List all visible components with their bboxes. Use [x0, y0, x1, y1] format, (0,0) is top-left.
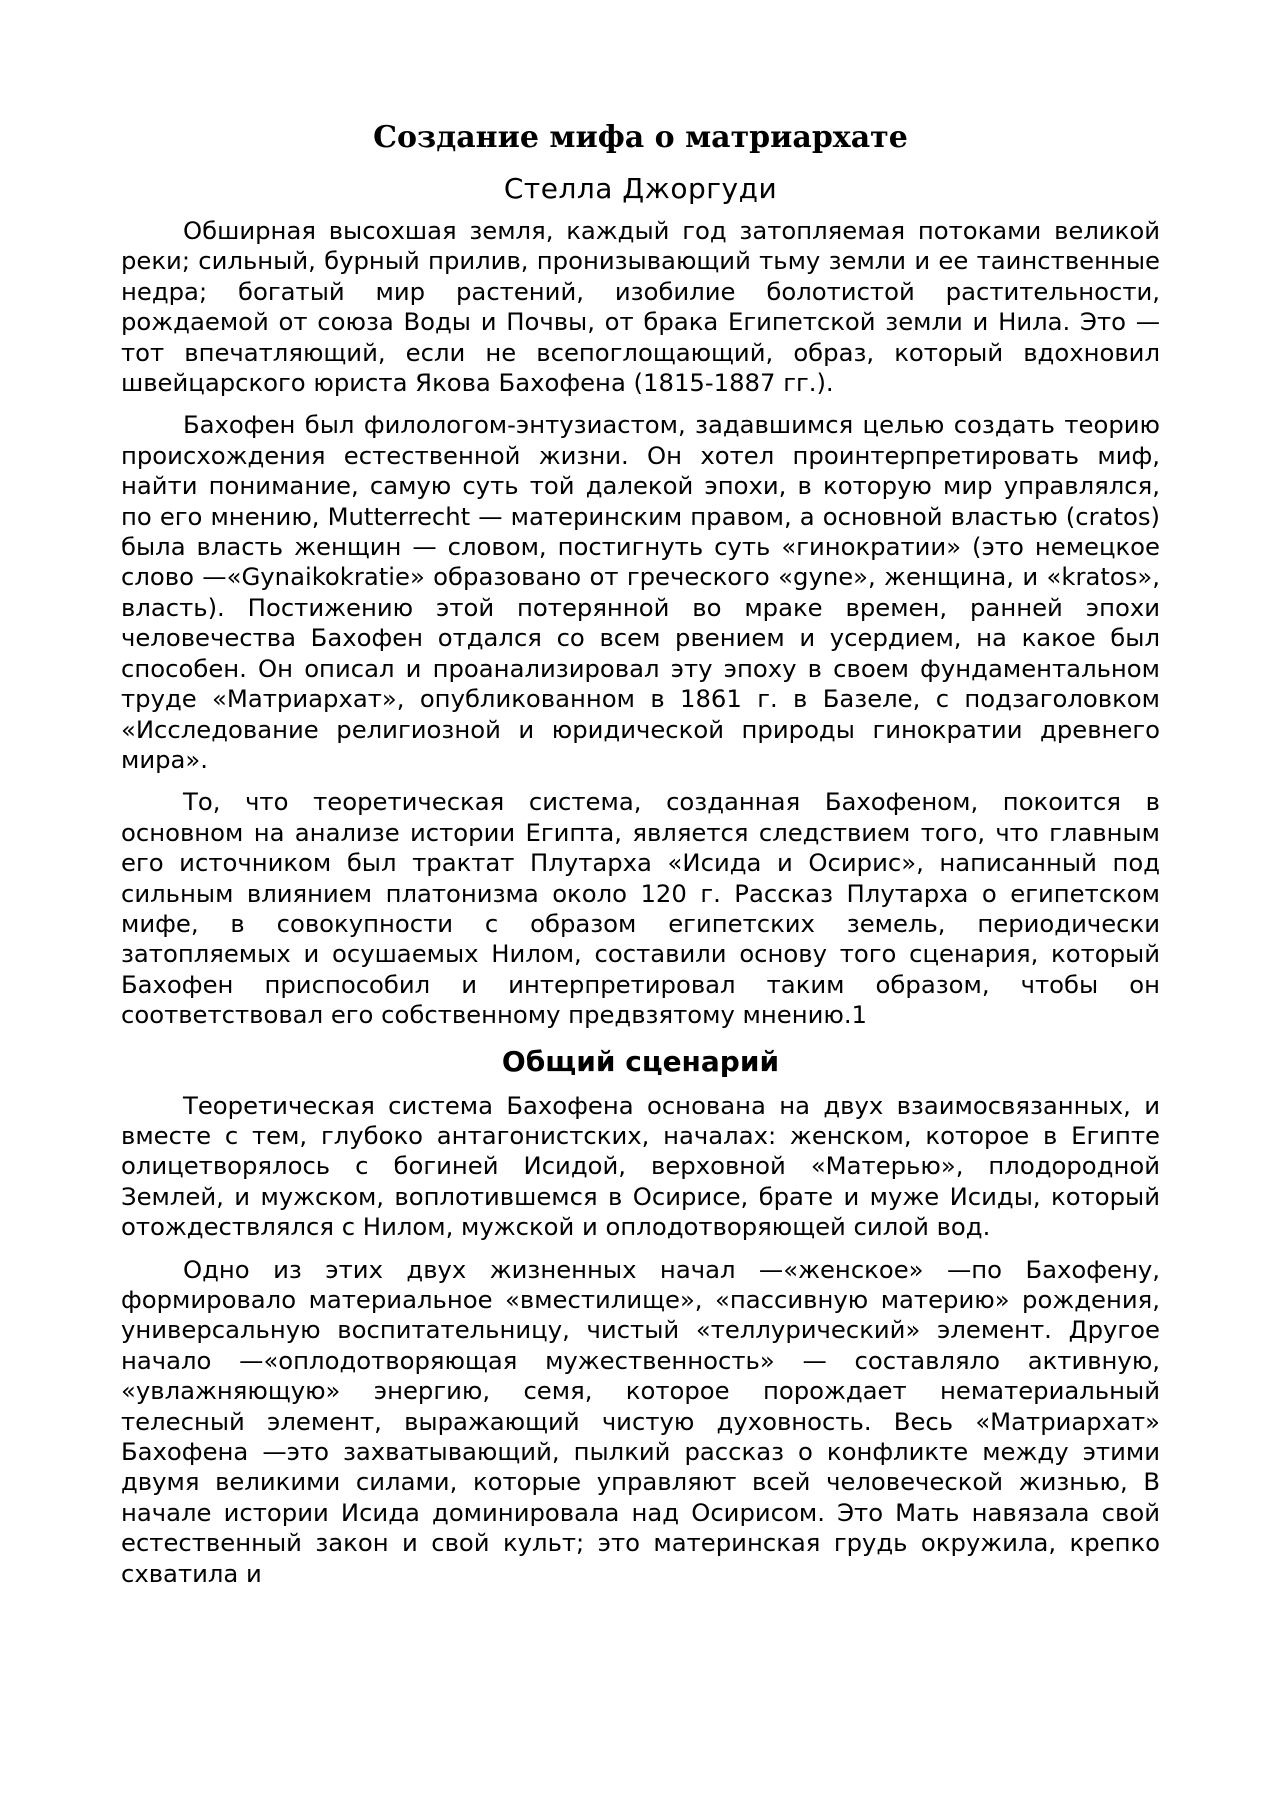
- document-title: Создание мифа о матриархате: [373, 120, 908, 155]
- general-scenario-section: [121, 1091, 1160, 1590]
- paragraph: Бахофен был филологом-энтузиастом, задавшимся целью создать теорию происхождения естественной жизни. Он хотел проинтерпретировать миф, найти понимание, самую суть той далекой эпохи, в которую мир управлялся, по его мнению, Mutterrecht — материнским правом, а основной властью (cratos) была власть женщин — словом, постигнуть суть «гинократии» (это немецкое слово —«Gynaikokratie» образовано от греческого «gyne», женщина, и «kratos», власть). Постижению этой потерянной во мраке времен, ранней эпохи человечества Бахофен отдался со всем рвением и усердием, на какое был способен. Он описал и проанализировал эту эпоху в своем фундаментальном труде «Матриархат», опубликованном в 1861 г. в Базеле, с подзаголовком «Исследование религиозной и юридической природы гинократии древнего мира».: [121, 410, 1160, 774]
- paragraph: То, что теоретическая система, созданная Бахофеном, покоится в основном на анализе истории Египта, является следствием того, что главным его источником был трактат Плутарха «Исида и Осирис», написанный под сильным влиянием платонизма около 120 г. Рассказ Плутарха о египетском мифе, в совокупности с образом египетских земель, периодически затопляемых и осушаемых Нилом, составили основу того сценария, который Бахофен приспособил и интерпретировал таким образом, чтобы он соответствовал его собственному предвзятому мнению.1: [121, 787, 1160, 1030]
- section-heading: Общий сценарий: [501, 1044, 780, 1078]
- paragraph: Одно из этих двух жизненных начал —«женское» —по Бахофену, формировало материальное «вместилище», «пассивную материю» рождения, универсальную воспитательницу, чистый «теллурический» элемент. Другое начало —«оплодотворяющая мужественность» — составляло активную, «увлажняющую» энергию, семя, которое порождает нематериальный телесный элемент, выражающий чистую духовность. Весь «Матриархат» Бахофена —это захватывающий, пылкий рассказ о конфликте между этими двумя великими силами, которые управляют всей человеческой жизнью, В начале истории Исида доминировала над Осирисом. Это Мать навязала свой естественный закон и свой культ; это материнская грудь окружила, крепко схватила и: [121, 1254, 1160, 1588]
- paragraph: Теоретическая система Бахофена основана на двух взаимосвязанных, и вместе с тем, глубоко антагонистских, началах: женском, которое в Египте олицетворялось с богиней Исидой, верховной «Матерью», плодородной Землей, и мужском, воплотившемся в Осирисе, брате и муже Исиды, который отождествлялся с Нилом, мужской и оплодотворяющей силой вод.: [121, 1090, 1160, 1242]
- author-name: Стелла Джоргуди: [503, 172, 778, 205]
- paragraph: Обширная высохшая земля, каждый год затопляемая потоками великой реки; сильный, бурный прилив, пронизывающий тьму земли и ее таинственные недра; богатый мир растений, изобилие болотистой растительности, рождаемой от союза Воды и Почвы, от брака Египетской земли и Нила. Это —тот впечатляющий, если не всепоглощающий, образ, который вдохновил швейцарского юриста Якова Бахофена (1815-1887 гг.).: [121, 216, 1160, 398]
- intro-section: [121, 216, 1160, 1031]
- document-page: [121, 118, 1160, 1601]
